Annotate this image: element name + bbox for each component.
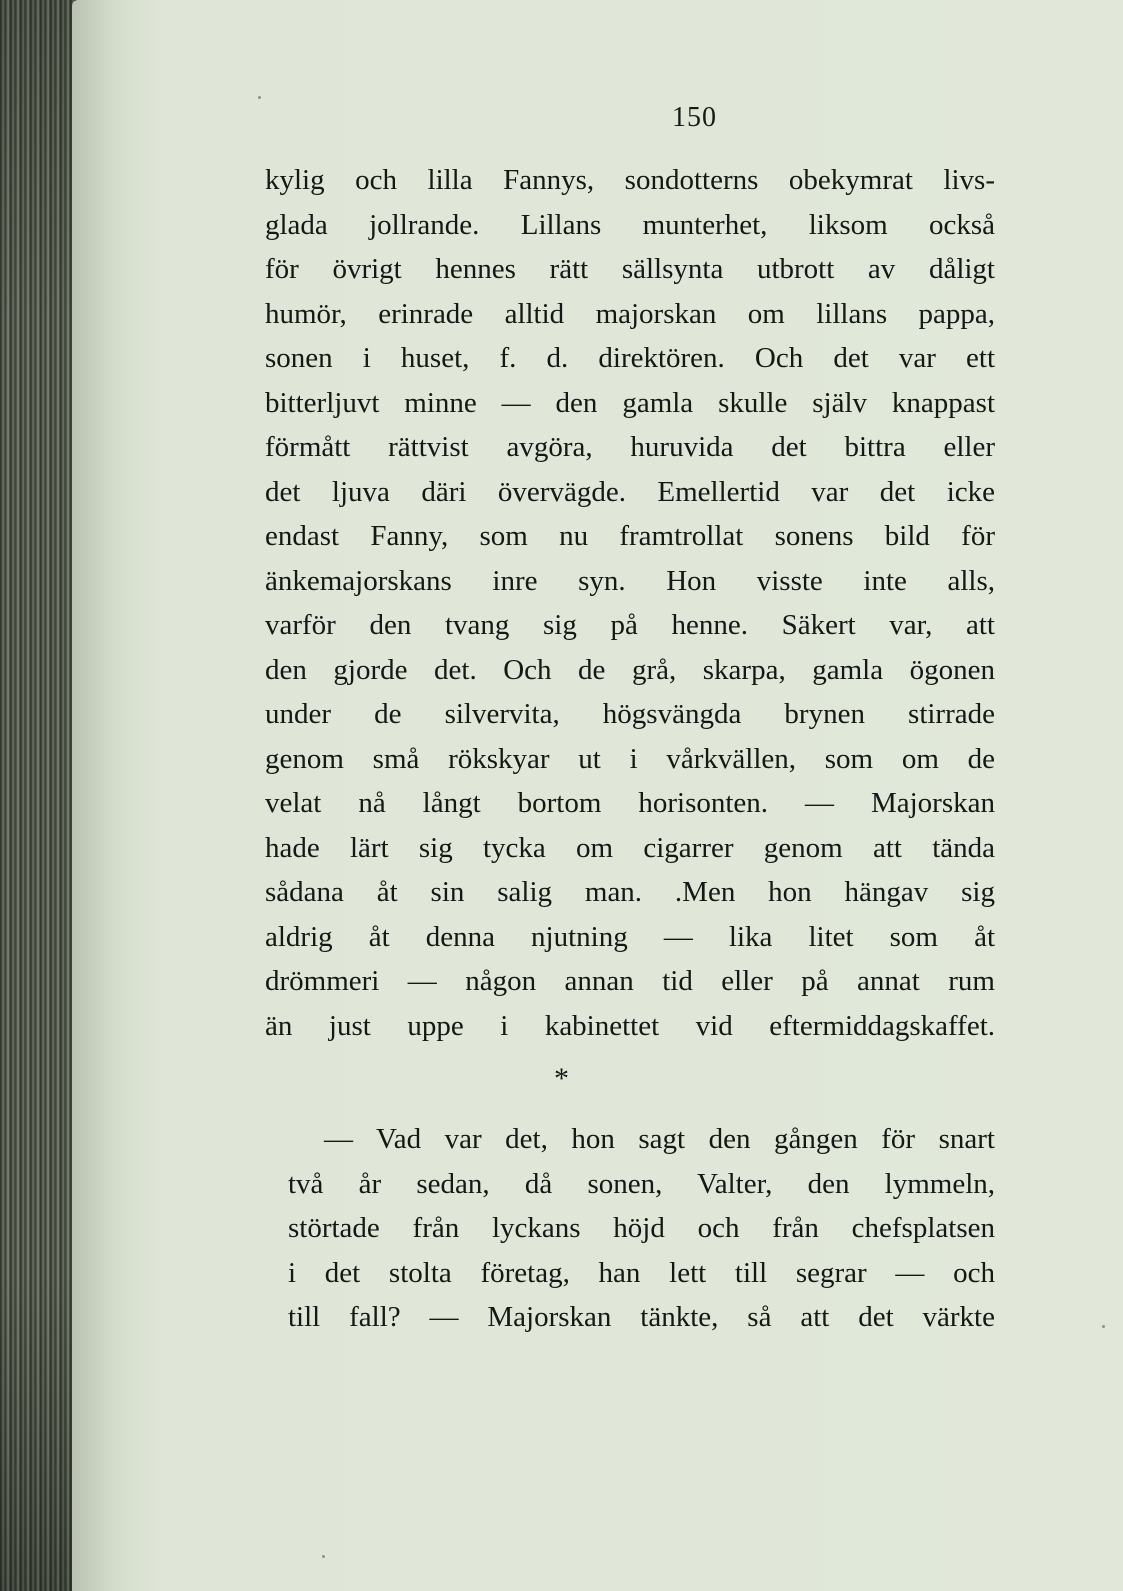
text-line: humör, erinrade alltid majorskan om lillans pappa, — [265, 297, 995, 330]
text-line: för övrigt hennes rätt sällsynta utbrott av dåligt — [265, 253, 995, 285]
text-line: änkemajorskans inre syn. Hon visste inte alls, — [265, 564, 995, 597]
text-line: i det stolta företag, han lett till segrar — och — [288, 1256, 995, 1289]
paper-speck — [322, 1555, 325, 1558]
text-line: sådana åt sin salig man. .Men hon hängav sig — [265, 876, 995, 908]
text-line: förmått rättvist avgöra, huruvida det bittra eller — [265, 431, 995, 463]
text-line: hade lärt sig tycka om cigarrer genom att tända — [265, 831, 995, 864]
text-line: störtade från lyckans höjd och från chefsplatsen — [288, 1212, 995, 1244]
text-line: drömmeri — någon annan tid eller på annat rum — [265, 965, 995, 997]
text-line: sonen i huset, f. d. direktören. Och det var ett — [265, 342, 995, 374]
paper-speck — [1102, 1325, 1105, 1328]
text-line: glada jollrande. Lillans munterhet, liksom också — [265, 208, 995, 241]
text-line: varför den tvang sig på henne. Säkert var, att — [265, 609, 995, 641]
text-line: än just uppe i kabinettet vid eftermiddagskaffet. — [265, 1009, 995, 1042]
text-line: till fall? — Majorskan tänkte, så att det värkte — [288, 1301, 995, 1333]
text-line: velat nå långt bortom horisonten. — Majorskan — [265, 787, 995, 819]
paper-speck — [258, 96, 261, 99]
page-number: 150 — [672, 102, 717, 133]
paragraph-1 — [265, 158, 995, 1048]
text-line: kylig och lilla Fannys, sondotterns obekymrat livs- — [265, 164, 995, 196]
text-line: genom små rökskyar ut i vårkvällen, som om de — [265, 742, 995, 775]
text-line: bitterljuvt minne — den gamla skulle själv knappast — [265, 386, 995, 419]
text-line: två år sedan, då sonen, Valter, den lymmeln, — [288, 1167, 995, 1200]
text-line: aldrig åt denna njutning — lika litet som åt — [265, 920, 995, 953]
text-line: under de silvervita, högsvängda brynen stirrade — [265, 698, 995, 730]
text-line: den gjorde det. Och de grå, skarpa, gamla ögonen — [265, 653, 995, 686]
paragraph-2 — [288, 1117, 995, 1340]
text-line: — Vad var det, hon sagt den gången för snart — [324, 1123, 995, 1155]
text-line: endast Fanny, som nu framtrollat sonens bild för — [265, 520, 995, 552]
text-line: det ljuva däri övervägde. Emellertid var det icke — [265, 475, 995, 508]
section-separator: * — [554, 1062, 569, 1095]
